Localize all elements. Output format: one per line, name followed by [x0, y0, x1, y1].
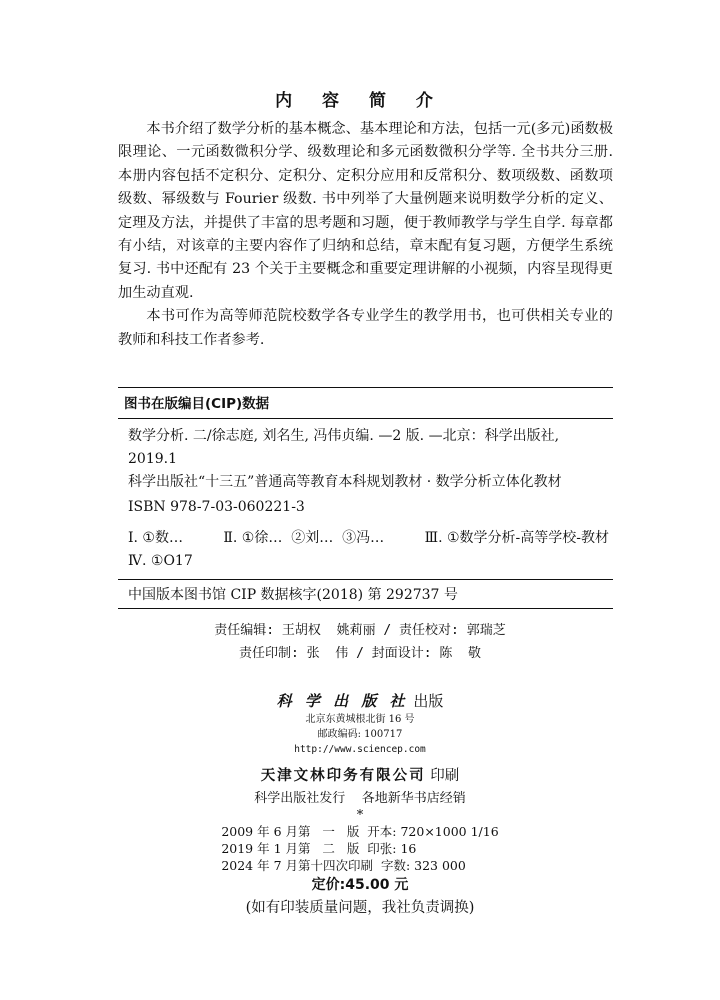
quality-notice: (如有印装质量问题，我社负责调换): [245, 900, 475, 916]
printer-line: [0, 763, 720, 789]
imprint-section: [0, 690, 720, 920]
cip-class-4: Ⅳ. ①O17: [128, 553, 193, 569]
cip-class-3: Ⅲ. ①数学分析-高等学校-教材: [424, 530, 609, 546]
publisher-line: [0, 690, 720, 712]
cip-series-line: 科学出版社“十三五”普通高等教育本科规划教材 · 数学分析立体化教材: [128, 474, 562, 490]
edition-info: [221, 823, 498, 874]
printer-logo-text: 天津文林印务有限公司: [260, 767, 426, 784]
cip-catalog-line-1: 数学分析. 二/徐志庭, 刘名生, 冯伟贞编. —2 版. —北京：科学出版社,: [128, 428, 560, 444]
cip-data-block: [118, 387, 613, 609]
staff-line-editors: 责任编辑: 王胡权 姚莉丽 / 责任校对: 郭瑞芝: [214, 623, 506, 638]
separator-star: *: [356, 808, 364, 823]
cip-isbn: ISBN 978-7-03-060221-3: [128, 499, 305, 515]
cip-catalog-line-2: 2019.1: [128, 451, 177, 467]
cip-footer: 中国版本图书馆 CIP 数据核字(2018) 第 292737 号: [118, 579, 613, 609]
publisher-postcode: 邮政编码: 100717: [317, 729, 403, 740]
publisher-address: 北京东黄城根北街 16 号: [305, 714, 415, 725]
publisher-logo-text: 科 学 出 版 社: [276, 692, 409, 710]
price: 定价:45.00 元: [311, 877, 409, 893]
cip-heading: 图书在版编目(CIP)数据: [118, 387, 613, 419]
edition-row-2: 2019 年 1 月第 二 版 印张: 16: [221, 841, 417, 856]
cip-classification-row: [128, 527, 609, 550]
printer-suffix: 印刷: [425, 768, 460, 784]
intro-paragraph-1: 本书介绍了数学分析的基本概念、基本理论和方法，包括一元(多元)函数极限理论、一元函数微积分学、级数理论和多元函数微积分学等. 全书共分三册. 本册内容包括不定积分、定积分、定积分应用和反常积分、数项级数、函数项级数、幂级数与 Fourier 级数. 书中列举了大量例题来说明数学分析的定义、定理及方法，并提供了丰富的思考题和习题，便于教师教学与学生自学. 每章都有小结，对该章的主要内容作了归纳和总结，章末配有复习题，方便学生系统复习. 书中还配有 23 个关于主要概念和重要定理讲解的小视频，内容呈现得更加生动直观.: [118, 121, 613, 301]
distribution-line: 科学出版社发行 各地新华书店经销: [254, 791, 466, 806]
edition-row-1: 2009 年 6 月第 一 版 开本: 720×1000 1/16: [221, 824, 499, 839]
intro-section: [118, 118, 613, 352]
cip-class-2: Ⅱ. ①徐… ②刘… ③冯…: [223, 530, 385, 546]
publisher-suffix: 出版: [408, 692, 444, 710]
intro-paragraph-2: 本书可作为高等师范院校数学各专业学生的教学用书，也可供相关专业的教师和科技工作者参考.: [118, 308, 613, 348]
cip-class-1: Ⅰ. ①数…: [128, 530, 183, 546]
staff-line-printing: 责任印制: 张 伟 / 封面设计: 陈 敬: [238, 646, 482, 661]
staff-credits: [0, 619, 720, 665]
edition-row-3: 2024 年 7 月第十四次印刷 字数: 323 000: [221, 858, 466, 873]
publisher-website: http://www.sciencep.com: [294, 744, 426, 755]
cip-body: [118, 419, 613, 573]
intro-title: 内 容 简 介: [275, 91, 445, 111]
